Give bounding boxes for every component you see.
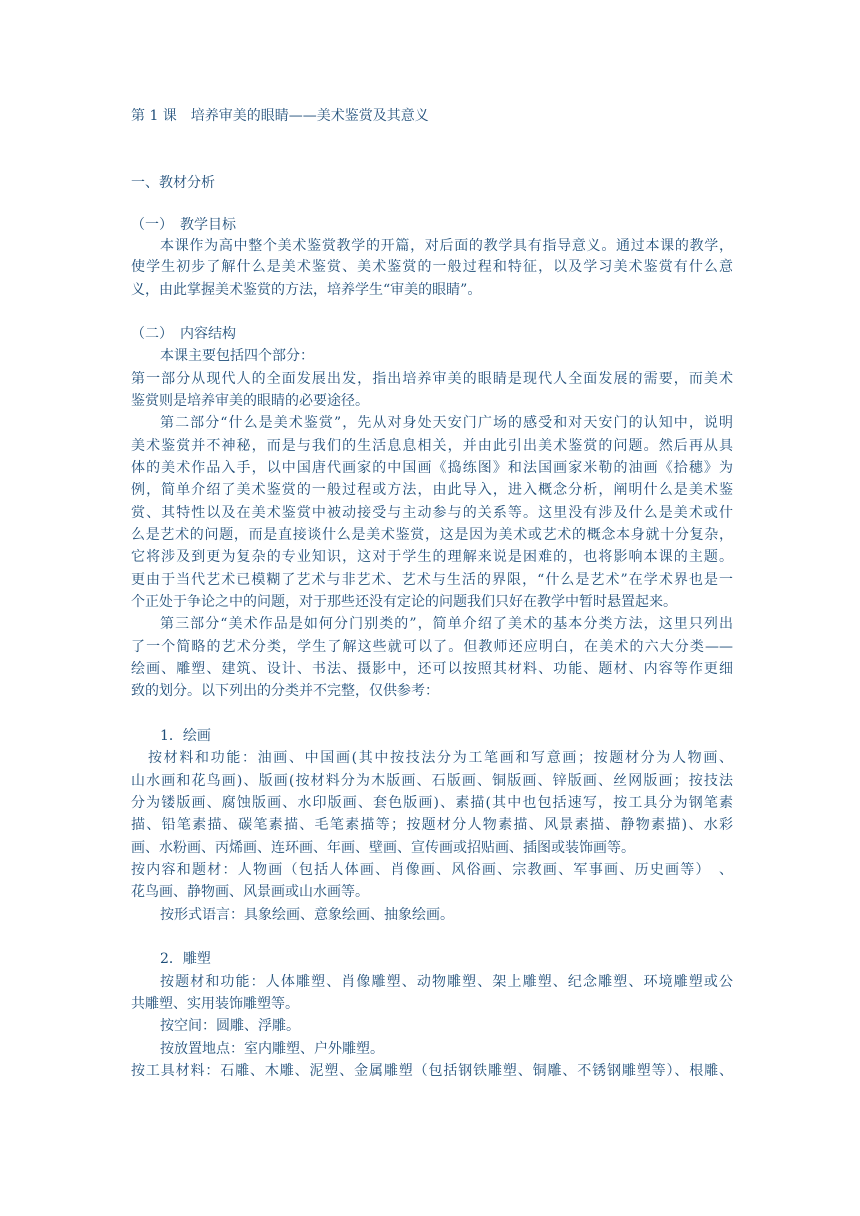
paragraph-line: 致的划分。以下列出的分类并不完整，仅供参考： xyxy=(131,683,439,699)
paragraph-line: 使学生初步了解什么是美术鉴赏、美术鉴赏的一般过程和特征，以及学习美术鉴赏有什么意 xyxy=(131,259,733,275)
paragraph-line: 更由于当代艺术已模糊了艺术与非艺术、艺术与生活的界限，“什么是艺术”在学术界也是一 xyxy=(131,572,733,588)
paragraph-line: 个正处于争论之中的问题，对于那些还没有定论的问题我们只好在教学中暂时悬置起来。 xyxy=(131,594,677,610)
paragraph-line: 义，由此掌握美术鉴赏的方法，培养学生“审美的眼睛”。 xyxy=(131,282,482,298)
paragraph-line: 本课作为高中整个美术鉴赏教学的开篇，对后面的教学具有指导意义。通过本课的教学， xyxy=(160,238,733,254)
document-title: 第 1 课 培养审美的眼睛——美术鉴赏及其意义 xyxy=(131,108,429,124)
section-heading: 一、教材分析 xyxy=(131,175,215,191)
paragraph-line: 按放置地点：室内雕塑、户外雕塑。 xyxy=(160,1041,384,1057)
paragraph-line: 它将涉及到更为复杂的专业知识，这对于学生的理解来说是困难的，也将影响本课的主题。 xyxy=(131,549,733,565)
paragraph-line: 山水画和花鸟画)、版画(按材料分为木版画、石版画、铜版画、锌版画、丝网版画；按技法 xyxy=(131,773,733,789)
paragraph-line: 例，简单介绍了美术鉴赏的一般过程或方法，由此导入，进入概念分析，阐明什么是美术鉴 xyxy=(131,482,733,498)
paragraph-line: 描、铅笔素描、碳笔素描、毛笔素描等；按题材分人物素描、风景素描、静物素描)、水彩 xyxy=(131,817,733,833)
paragraph-line: 按形式语言：具象绘画、意象绘画、抽象绘画。 xyxy=(160,907,454,923)
paragraph-line: 按题材和功能：人体雕塑、肖像雕塑、动物雕塑、架上雕塑、纪念雕塑、环境雕塑或公 xyxy=(160,974,733,990)
paragraph-line: 共雕塑、实用装饰雕塑等。 xyxy=(131,996,299,1012)
paragraph-line: 第二部分“什么是美术鉴赏”，先从对身处天安门广场的感受和对天安门的认知中，说明 xyxy=(160,415,733,431)
paragraph-line: 花鸟画、静物画、风景画或山水画等。 xyxy=(131,884,369,900)
subsection-heading: （一） 教学目标 xyxy=(131,217,236,233)
list-heading: 2．雕塑 xyxy=(160,951,211,967)
paragraph-line: 第三部分“美术作品是如何分门别类的”，简单介绍了美术的基本分类方法，这里只列出 xyxy=(160,616,733,632)
paragraph-line: 体的美术作品入手，以中国唐代画家的中国画《捣练图》和法国画家米勒的油画《拾穗》为 xyxy=(131,460,733,476)
paragraph-line: 按内容和题材：人物画（包括人体画、肖像画、风俗画、宗教画、军事画、历史画等） 、 xyxy=(131,862,733,878)
paragraph-line: 本课主要包括四个部分： xyxy=(160,348,314,364)
paragraph-line: 按工具材料：石雕、木雕、泥塑、金属雕塑（包括钢铁雕塑、铜雕、不锈钢雕塑等）、根雕、 xyxy=(131,1063,733,1079)
paragraph-line: 第一部分从现代人的全面发展出发，指出培养审美的眼睛是现代人全面发展的需要，而美术 xyxy=(131,371,733,387)
paragraph-line: 么是艺术的问题，而是直接谈什么是美术鉴赏，这是因为美术或艺术的概念本身就十分复杂， xyxy=(131,527,733,543)
paragraph-line: 了一个简略的艺术分类，学生了解这些就可以了。但教师还应明白，在美术的六大分类—— xyxy=(131,639,733,655)
paragraph-line: 画、水粉画、丙烯画、连环画、年画、壁画、宣传画或招贴画、插图或装饰画等。 xyxy=(131,840,635,856)
list-heading: 1．绘画 xyxy=(160,728,211,744)
paragraph-line: 分为镂版画、腐蚀版画、水印版画、套色版画)、素描(其中也包括速写，按工具分为钢笔素 xyxy=(131,795,733,811)
subsection-heading: （二） 内容结构 xyxy=(131,326,236,342)
paragraph-line: 赏、其特性以及在美术鉴赏中被动接受与主动参与的关系等。这里没有涉及什么是美术或什 xyxy=(131,505,733,521)
paragraph-line: 按材料和功能：油画、中国画(其中按技法分为工笔画和写意画；按题材分为人物画、 xyxy=(148,750,733,766)
paragraph-line: 美术鉴赏并不神秘，而是与我们的生活息息相关，并由此引出美术鉴赏的问题。然后再从具 xyxy=(131,438,733,454)
paragraph-line: 绘画、雕塑、建筑、设计、书法、摄影中，还可以按照其材料、功能、题材、内容等作更细 xyxy=(131,661,733,677)
paragraph-line: 按空间：圆雕、浮雕。 xyxy=(160,1018,300,1034)
paragraph-line: 鉴赏则是培养审美的眼睛的必要途径。 xyxy=(131,393,369,409)
